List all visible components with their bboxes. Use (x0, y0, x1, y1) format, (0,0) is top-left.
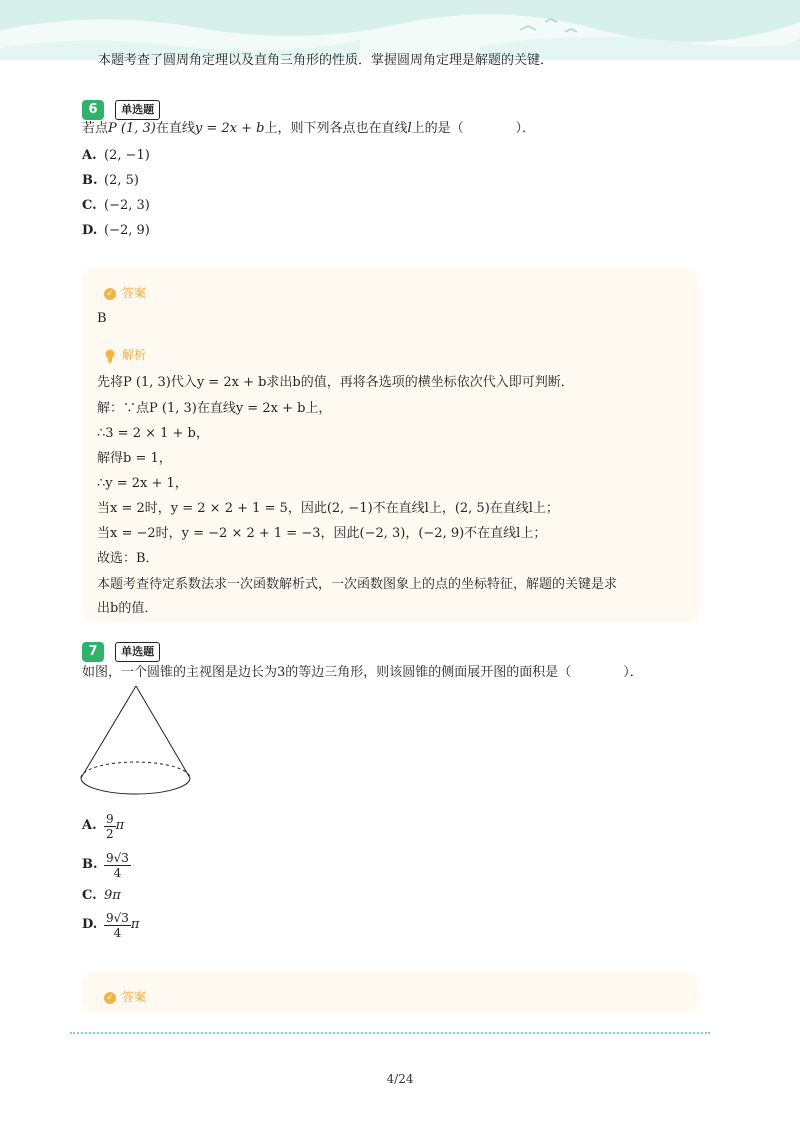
footer-divider (70, 1032, 710, 1034)
check-icon: ✓ (104, 288, 116, 300)
analysis-line: 当x = 2时，y = 2 × 2 + 1 = 5，因此(2, −1)不在直线l上，(2, 5)在直线l上； (97, 501, 559, 516)
option-c[interactable]: C. (−2, 3) (82, 198, 150, 213)
option-c[interactable]: C. 9π (82, 888, 121, 903)
line-equation: y = 2x + b (194, 121, 265, 136)
analysis-line: 先将P (1, 3)代入y = 2x + b求出b的值，再将各选项的横坐标依次代入即可判断． (97, 375, 574, 390)
question-6-header (82, 98, 160, 120)
analysis-line: 本题考查待定系数法求一次函数解析式，一次函数图象上的点的坐标特征，解题的关键是求 (97, 577, 618, 592)
answer-value: B (97, 311, 107, 326)
point-p: P (1, 3) (108, 121, 156, 136)
cone-figure (78, 684, 194, 802)
option-a[interactable]: A. (2, −1) (82, 148, 150, 163)
fraction: $\frac{9√3}{4}$ (106, 850, 129, 880)
question-7-stem: 如图，一个圆锥的主视图是边长为3的等边三角形，则该圆锥的侧面展开图的面积是（ ）． (82, 665, 643, 680)
fraction: $\frac{9√3}{4}$ (106, 910, 129, 940)
analysis-line: 故选：B． (97, 551, 159, 566)
analysis-line: 解得b = 1， (97, 451, 172, 466)
analysis-line: 出b的值． (97, 601, 158, 616)
lightbulb-icon (104, 349, 116, 363)
check-icon: ✓ (104, 992, 116, 1004)
analysis-heading: 解析 (104, 346, 146, 363)
answer-heading: ✓ 答案 (104, 284, 146, 301)
analysis-line: 解：∵点P (1, 3)在直线y = 2x + b上， (97, 401, 332, 416)
analysis-line: 当x = −2时，y = −2 × 2 + 1 = −3，因此(−2, 3)，(−2, 9)不在直线l上； (97, 526, 547, 541)
answer-heading: ✓ 答案 (104, 988, 146, 1005)
fraction: $\frac{9}{2}$ (106, 811, 114, 841)
previous-conclusion: 本题考查了圆周角定理以及直角三角形的性质．掌握圆周角定理是解题的关键． (98, 53, 554, 68)
header-decoration (0, 0, 800, 60)
question-7-header (82, 640, 160, 662)
analysis-line: ∴y = 2x + 1， (97, 476, 188, 491)
question-type-badge: 单选题 (115, 100, 160, 120)
question-number-badge: 7 (82, 642, 104, 662)
option-d[interactable]: D. $\frac{9√3}{4}$ π (82, 910, 140, 940)
question-number-badge: 6 (82, 100, 104, 120)
answer-panel-q6 (82, 268, 699, 622)
option-b[interactable]: B. $\frac{9√3}{4}$ (82, 850, 129, 880)
question-type-badge: 单选题 (115, 642, 160, 662)
option-a[interactable]: A. $\frac{9}{2}$ π (82, 811, 125, 841)
option-d[interactable]: D. (−2, 9) (82, 223, 150, 238)
option-b[interactable]: B. (2, 5) (82, 173, 139, 188)
question-6-stem: 若点P (1, 3)在直线y = 2x + b上，则下列各点也在直线l上的是（ ）． (82, 121, 536, 136)
answer-panel-q7 (82, 972, 699, 1012)
analysis-line: ∴3 = 2 × 1 + b， (97, 426, 209, 441)
page-number: 4/24 (386, 1072, 414, 1086)
